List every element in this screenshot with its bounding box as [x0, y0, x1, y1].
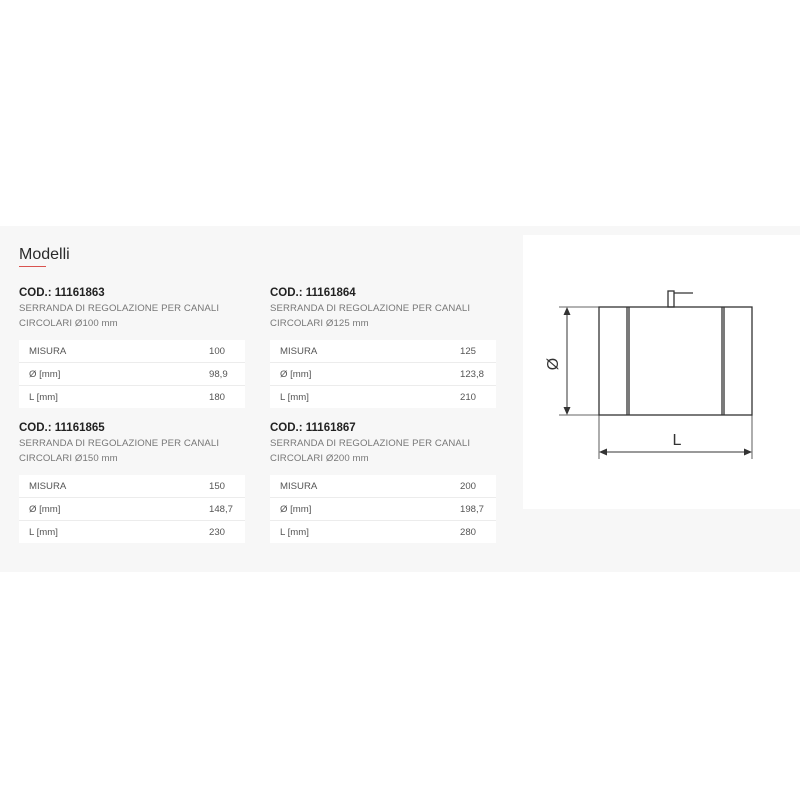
- spec-label: MISURA: [270, 475, 460, 498]
- model-description-line: CIRCOLARI Ø125 mm: [270, 318, 369, 329]
- table-row: [270, 386, 496, 409]
- spec-value: 123,8: [460, 363, 496, 386]
- spec-label: Ø [mm]: [19, 498, 209, 521]
- title-underline: [19, 266, 46, 267]
- model-description: [19, 301, 245, 331]
- spec-label: Ø [mm]: [19, 363, 209, 386]
- model-description-line: CIRCOLARI Ø200 mm: [270, 453, 369, 464]
- model-code: COD.: 11161865: [19, 422, 105, 434]
- model-description: [270, 301, 496, 331]
- table-row: [270, 475, 496, 498]
- spec-value: 198,7: [460, 498, 496, 521]
- model-description-line: SERRANDA DI REGOLAZIONE PER CANALI: [19, 303, 220, 314]
- model-code: COD.: 11161864: [270, 287, 356, 299]
- damper-body: [599, 307, 752, 415]
- handle-stem: [668, 291, 674, 307]
- spec-label: L [mm]: [280, 391, 309, 403]
- arrowhead-up: [564, 307, 571, 315]
- damper-technical-drawing: [523, 235, 800, 509]
- model-description-line: CIRCOLARI Ø100 mm: [19, 318, 118, 329]
- spec-table: [270, 475, 496, 543]
- table-row: [270, 521, 496, 544]
- spec-label: L [mm]: [280, 526, 309, 538]
- model-description-line: CIRCOLARI Ø150 mm: [19, 453, 118, 464]
- spec-value: 280: [460, 526, 477, 538]
- table-row: [270, 498, 496, 521]
- spec-value: 148,7: [209, 498, 245, 521]
- model-code: COD.: 11161863: [19, 287, 105, 299]
- spec-label: Ø [mm]: [270, 498, 460, 521]
- model-description-line: SERRANDA DI REGOLAZIONE PER CANALI: [270, 438, 471, 449]
- model-code: COD.: 11161867: [270, 422, 356, 434]
- model-card: [19, 421, 245, 543]
- spec-value: 200: [460, 475, 496, 498]
- table-row: [19, 498, 245, 521]
- spec-table: [19, 340, 245, 408]
- table-row: [19, 340, 245, 363]
- spec-value: 98,9: [209, 363, 245, 386]
- table-row: [19, 363, 245, 386]
- spec-label: L [mm]: [29, 526, 58, 538]
- section-title: Modelli: [19, 246, 70, 264]
- table-row: [270, 340, 496, 363]
- spec-label: Ø [mm]: [270, 363, 460, 386]
- arrowhead-right: [744, 449, 752, 456]
- model-card: [270, 286, 496, 408]
- model-card: [19, 286, 245, 408]
- arrowhead-left: [599, 449, 607, 456]
- table-row: [19, 386, 245, 409]
- spec-value: 180: [209, 391, 226, 403]
- spec-value: 230: [209, 526, 226, 538]
- spec-table: [270, 340, 496, 408]
- model-description: [270, 436, 496, 466]
- spec-table: [19, 475, 245, 543]
- diameter-label: Ø: [545, 357, 562, 371]
- spec-value: 210: [460, 391, 477, 403]
- spec-value: 150: [209, 475, 245, 498]
- spec-value: 125: [460, 340, 496, 363]
- table-row: [270, 363, 496, 386]
- table-row: [19, 475, 245, 498]
- spec-label: L [mm]: [29, 391, 58, 403]
- model-card: [270, 421, 496, 543]
- spec-label: MISURA: [19, 475, 209, 498]
- spec-label: MISURA: [270, 340, 460, 363]
- damper-drawing-svg: [523, 235, 800, 509]
- arrowhead-down: [564, 407, 571, 415]
- spec-label: MISURA: [19, 340, 209, 363]
- table-row: [19, 521, 245, 544]
- model-description: [19, 436, 245, 466]
- length-label: L: [672, 432, 682, 449]
- model-description-line: SERRANDA DI REGOLAZIONE PER CANALI: [270, 303, 471, 314]
- spec-value: 100: [209, 340, 245, 363]
- model-description-line: SERRANDA DI REGOLAZIONE PER CANALI: [19, 438, 220, 449]
